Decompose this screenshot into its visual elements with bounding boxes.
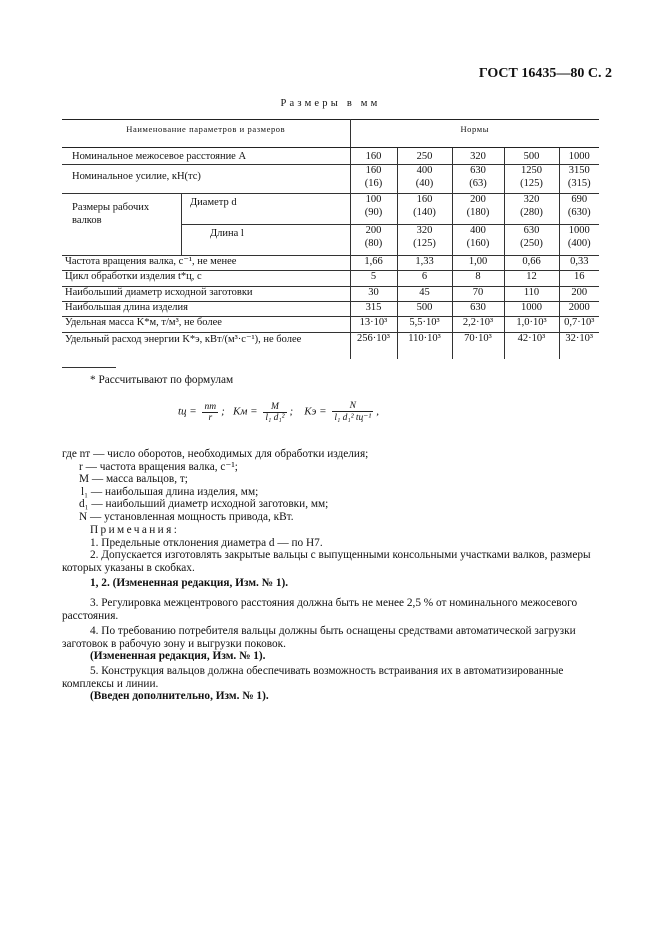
table-cell: 0,66: [504, 256, 559, 271]
paragraph-5-block: [62, 665, 600, 703]
row-label: Цикл обработки изделия t*ц, с: [62, 271, 350, 287]
formula-km-lhs: Kм =: [233, 405, 258, 418]
notes-title: Примечания:: [90, 524, 180, 536]
row-label: Номинальное усилие, кН(тс): [62, 165, 350, 194]
formula-ke-fraction: [332, 401, 373, 423]
table-cell: 1000: [559, 148, 599, 165]
row-label: Номинальное межосевое расстояние A: [62, 148, 350, 165]
table-cell: 6: [397, 271, 452, 287]
note-item: 1. Предельные отклонения диаметра d — по Н7.: [90, 536, 323, 549]
formula-ke-denominator: l₁ d₁² tц⁻¹: [334, 413, 372, 423]
formula-km-denominator: l₁ d₁²: [265, 412, 285, 423]
table-cell: 200 (180): [452, 194, 504, 225]
definition-item: где nт — число оборотов, необходимых для обработки изделия;: [62, 448, 369, 460]
table-cell: 30: [350, 287, 397, 302]
table-cell: 315: [350, 302, 397, 317]
table-cell: 13·10³: [350, 317, 397, 333]
table-cell: 160: [350, 148, 397, 165]
row-label: Удельная масса K*м, т/м³, не более: [62, 317, 350, 333]
table-cell: 3150 (315): [559, 165, 599, 194]
formula-tc-lhs: tц =: [178, 405, 197, 418]
table-cell: 400 (40): [397, 165, 452, 194]
table-caption: Размеры в мм: [280, 98, 381, 109]
table-cell: 1,66: [350, 256, 397, 271]
definition-item: l₁ — наибольшая длина изделия, мм;: [81, 485, 259, 498]
paragraph-4-amendment: (Измененная редакция, Изм. № 1).: [90, 650, 266, 663]
table-cell: 1000 (400): [559, 225, 599, 256]
definition-item: N — установленная мощность привода, кВт.: [79, 510, 294, 523]
table-cell: 110: [504, 287, 559, 302]
table-cell: 320 (280): [504, 194, 559, 225]
table-cell: 100 (90): [350, 194, 397, 225]
page-header: ГОСТ 16435—80 С. 2: [478, 66, 612, 81]
table-cell: 500: [504, 148, 559, 165]
notes-amendment: 1, 2. (Измененная редакция, Изм. № 1).: [90, 577, 289, 590]
row-label: Частота вращения валка, с⁻¹, не менее: [62, 256, 350, 271]
row-sub-label: Диаметр d: [182, 194, 351, 225]
table-cell: 32·10³: [559, 333, 599, 359]
row-label: Наибольший диаметр исходной заготовки: [62, 287, 350, 302]
table-cell: 5: [350, 271, 397, 287]
paragraph-3: 3. Регулировка межцентрового расстояния должна быть не менее 2,5 % от номинального межосевого расстояния.: [62, 597, 578, 622]
paragraph-4: 4. По требованию потребителя вальцы должны быть оснащены средствами автоматической загрузки заготовок в рабочую зону и выгрузки поковок.: [62, 625, 576, 650]
column-header-norms: Нормы: [350, 120, 599, 148]
row-label: Наибольшая длина изделия: [62, 302, 350, 317]
row-label: Удельный расход энергии K*э, кВт/(м³·с⁻¹), не более: [62, 333, 350, 359]
table-cell: 1,33: [397, 256, 452, 271]
table-cell: 70·10³: [452, 333, 504, 359]
table-cell: 500: [397, 302, 452, 317]
table-cell: 320: [452, 148, 504, 165]
table-cell: 160 (16): [350, 165, 397, 194]
table-cell: 0,33: [559, 256, 599, 271]
table-cell: 2,2·10³: [452, 317, 504, 333]
formula-ke-lhs: Kэ =: [304, 405, 327, 418]
table-cell: 256·10³: [350, 333, 397, 359]
table-cell: 1250 (125): [504, 165, 559, 194]
paragraph-5-amendment: (Введен дополнительно, Изм. № 1).: [90, 690, 269, 703]
table-cell: 12: [504, 271, 559, 287]
definition-item: M — масса вальцов, т;: [79, 473, 188, 486]
formula-km-numerator: M: [263, 402, 286, 413]
formula-ke-numerator: N: [332, 401, 373, 412]
formula-tc-fraction: [202, 402, 218, 423]
table-cell: 16: [559, 271, 599, 287]
table-cell: 5,5·10³: [397, 317, 452, 333]
footnote: * Рассчитывают по формулам: [90, 374, 234, 386]
table-cell: 250: [397, 148, 452, 165]
footnote-divider: [62, 367, 116, 368]
table-cell: 42·10³: [504, 333, 559, 359]
formula-tc-numerator: nт: [204, 401, 217, 412]
table-cell: 2000: [559, 302, 599, 317]
column-header-parameters: Наименование параметров и размеров: [62, 120, 350, 148]
definitions-list: [62, 448, 600, 524]
formulas: tц = $\frac{nт}{r}$ ; Kм = $\frac{M}{\text{l₁ d₁²}}$ ; Kэ = $\frac{N}{\text{l₁ d₁² tц⁻¹}}$ ,: [178, 401, 379, 423]
table-cell: 1000: [504, 302, 559, 317]
paragraph-5: 5. Конструкция вальцов должна обеспечивать возможность встраивания их в автоматизированные комплексы и линии.: [62, 665, 564, 690]
table-cell: 8: [452, 271, 504, 287]
table-cell: 1,0·10³: [504, 317, 559, 333]
table-cell: 45: [397, 287, 452, 302]
parameters-table: [62, 119, 599, 359]
note-item: 2. Допускается изготовлять закрытые вальцы с выпущенными консольными участками валков, размеры которых указаны в скобках.: [62, 549, 591, 574]
table-cell: 690 (630): [559, 194, 599, 225]
paragraph-4-block: [62, 625, 600, 663]
formula-tc-denominator: r: [208, 412, 213, 423]
table-cell: 630 (63): [452, 165, 504, 194]
definition-item: r — частота вращения валка, с⁻¹;: [79, 460, 238, 473]
table-cell: 70: [452, 287, 504, 302]
row-sub-label: Длина l: [182, 225, 351, 256]
table-cell: 200: [559, 287, 599, 302]
definition-item: d₁ — наибольший диаметр исходной заготовки, мм;: [79, 498, 329, 511]
table-cell: 400 (160): [452, 225, 504, 256]
table-cell: 110·10³: [397, 333, 452, 359]
table-cell: 630 (250): [504, 225, 559, 256]
formula-km-fraction: [263, 402, 286, 423]
notes-block: [62, 524, 600, 590]
table-cell: 160 (140): [397, 194, 452, 225]
table-cell: 630: [452, 302, 504, 317]
table-cell: 0,7·10³: [559, 317, 599, 333]
table-cell: 200 (80): [350, 225, 397, 256]
table-cell: 1,00: [452, 256, 504, 271]
table-cell: 320 (125): [397, 225, 452, 256]
row-group-label: Размеры рабочих валков: [62, 194, 182, 256]
